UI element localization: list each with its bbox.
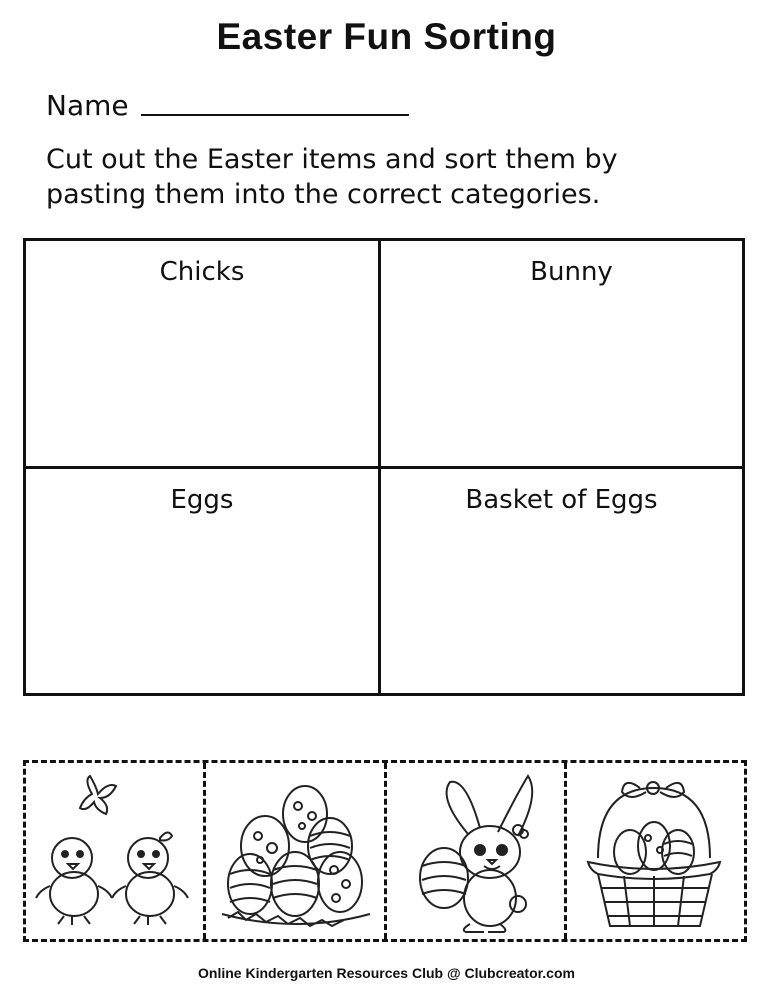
category-chicks[interactable]: Chicks: [26, 241, 381, 469]
egg-basket-icon: [570, 766, 740, 936]
name-label: Name: [46, 89, 129, 122]
egg-nest-icon: [210, 766, 380, 936]
cutout-basket[interactable]: [567, 763, 744, 939]
cutout-chicks[interactable]: [26, 763, 206, 939]
footer-credit: Online Kindergarten Resources Club @ Clubcreator.com: [198, 965, 575, 981]
instructions-text: Cut out the Easter items and sort them by pasting them into the correct categories.: [46, 144, 618, 210]
bunny-with-egg-icon: [390, 766, 560, 936]
category-bunny[interactable]: Bunny: [381, 241, 742, 469]
worksheet-title: Easter Fun Sorting: [216, 16, 557, 57]
name-field: [46, 88, 409, 122]
name-blank-line[interactable]: [141, 88, 409, 116]
chicks-butterfly-icon: [30, 766, 200, 936]
category-eggs[interactable]: Eggs: [26, 469, 381, 693]
cutout-bunny[interactable]: [387, 763, 567, 939]
sorting-grid: [23, 238, 745, 696]
cutout-strip: [23, 760, 747, 942]
category-basket-of-eggs[interactable]: Basket of Eggs: [465, 485, 658, 515]
cutout-egg-nest[interactable]: [206, 763, 386, 939]
